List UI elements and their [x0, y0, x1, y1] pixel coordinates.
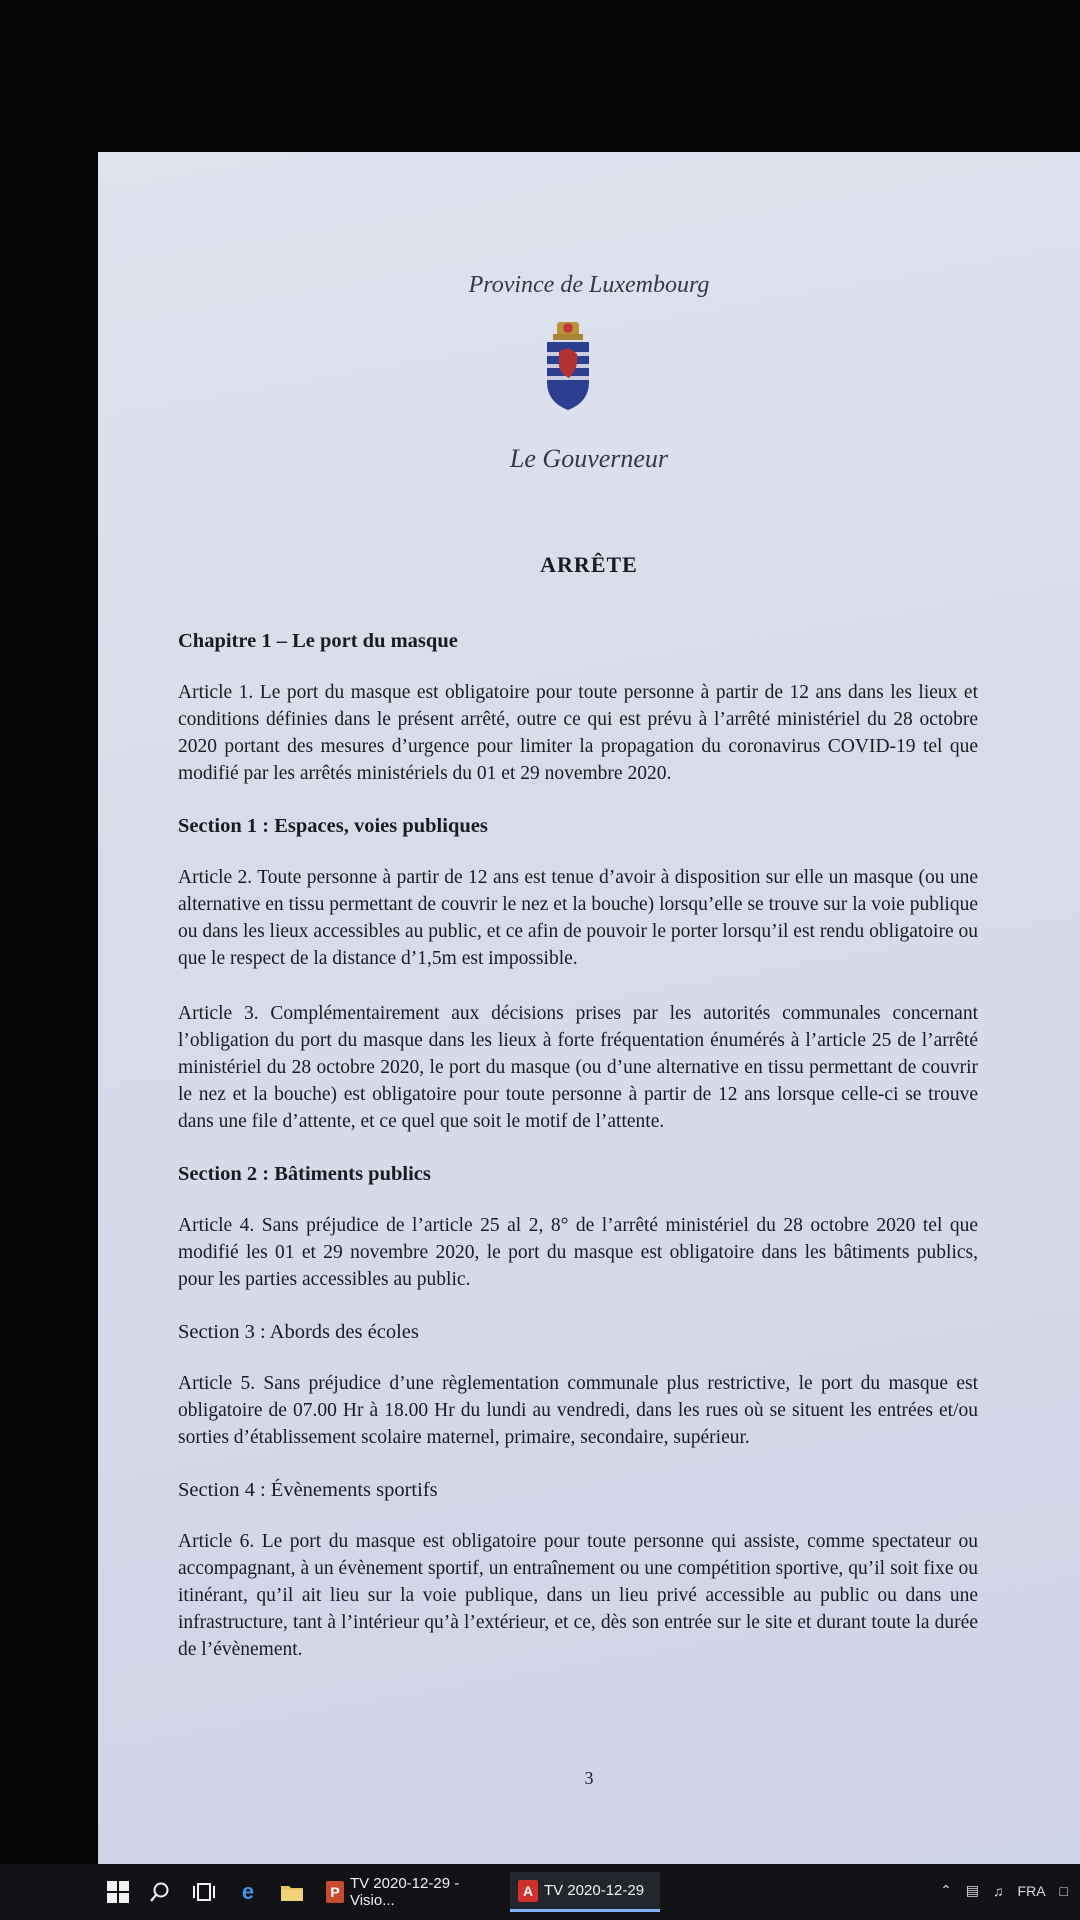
system-tray — [940, 1882, 1068, 1899]
language-indicator[interactable]: FRA — [1017, 1882, 1046, 1899]
taskbar-app-pdf[interactable] — [510, 1872, 660, 1912]
taskbar — [0, 1864, 1080, 1920]
file-explorer-icon[interactable] — [278, 1878, 306, 1906]
chevron-up-icon[interactable]: ⌃ — [940, 1882, 952, 1898]
volume-icon[interactable]: ♫ — [993, 1882, 1004, 1899]
network-icon[interactable]: ▤ — [965, 1882, 980, 1898]
section-4-heading: Section 4 : Évènements sportifs — [178, 1479, 438, 1501]
governor-heading: Le Gouverneur — [509, 444, 669, 473]
notification-icon[interactable]: □ — [1059, 1882, 1068, 1899]
document-page — [98, 152, 1080, 1864]
article-1 — [178, 679, 978, 787]
article-text: Complémentairement aux décisions prises par les autorités communales concernant l’obligation du port du masque dans les lieux à forte fréquentation énumérés à l’article 25 de l’arrêté ministériel du 28 octobre 2020, le port du masque (ou d’une alternative en tissu permettant de couvrir le nez et la bouche) est obligatoire pour toute personne à partir de 12 ans lorsque celle-ci se trouve dans une file d’attente, et ce quel que soit le motif de l’attente. — [178, 1003, 978, 1132]
task-view-icon[interactable] — [190, 1878, 218, 1906]
search-icon[interactable] — [146, 1878, 174, 1906]
article-label: Article 3. — [178, 1003, 259, 1024]
article-3 — [178, 1000, 978, 1135]
taskbar-app-label: TV 2020-12-29 - Visio... — [349, 1875, 460, 1909]
article-5 — [178, 1370, 978, 1451]
page-number: 3 — [584, 1768, 594, 1788]
windows-icon[interactable] — [104, 1878, 132, 1906]
article-label: Article 2. — [178, 867, 253, 888]
chapter-heading: Chapitre 1 – Le port du masque — [178, 630, 458, 652]
section-2-heading: Section 2 : Bâtiments publics — [178, 1163, 431, 1185]
taskbar-app-visio[interactable] — [318, 1872, 500, 1912]
article-label: Article 4. — [178, 1215, 255, 1236]
province-heading: Province de Luxembourg — [468, 272, 710, 298]
article-text: Sans préjudice de l’article 25 al 2, 8° de l’arrêté ministériel du 28 octobre 2020 tel que modifié les 01 et 29 novembre 2020, le port du masque est obligatoire dans les bâtiments publics, pour les parties accessibles au public. — [178, 1215, 979, 1290]
section-1-heading: Section 1 : Espaces, voies publiques — [178, 815, 488, 837]
article-label: Article 1. — [178, 682, 254, 703]
pdf-icon: A — [518, 1880, 538, 1902]
article-4 — [178, 1212, 978, 1293]
article-2 — [178, 864, 978, 972]
article-label: Article 6. — [178, 1531, 255, 1552]
taskbar-app-label: TV 2020-12-29 — [544, 1882, 645, 1899]
article-6 — [178, 1528, 978, 1663]
article-text: Sans préjudice d’une règlementation communale plus restrictive, le port du masque est obligatoire de 07.00 Hr à 18.00 Hr du lundi au vendredi, dans les rues où se situent les entrées et/ou sorties d’établissement scolaire maternel, primaire, secondaire, supérieur. — [178, 1373, 979, 1448]
article-label: Article 5. — [178, 1373, 256, 1394]
document-body — [178, 630, 978, 1691]
section-3-heading: Section 3 : Abords des écoles — [178, 1321, 419, 1343]
powerpoint-icon: P — [326, 1881, 344, 1903]
article-text: Toute personne à partir de 12 ans est tenue d’avoir à disposition sur elle un masque (ou une alternative en tissu permettant de couvrir le nez et la bouche) lorsqu’elle se trouve sur la voie publique ou dans les lieux accessibles au public, et ce afin de pouvoir le porter lorsqu’il est rendu obligatoire ou que le respect de la distance d’1,5m est impossible. — [178, 867, 978, 969]
document-title: ARRÊTE — [540, 552, 638, 577]
edge-icon[interactable]: e — [241, 1879, 255, 1904]
article-text: Le port du masque est obligatoire pour toute personne à partir de 12 ans dans les lieux et conditions définies dans le présent arrêté, outre ce qui est prévu à l’arrêté ministériel du 28 octobre 2020 portant des mesures d’urgence pour limiter la propagation du coronavirus COVID-19 tel que modifié par les arrêtés ministériels du 01 et 29 novembre 2020. — [178, 682, 979, 784]
coat-of-arms-icon — [543, 322, 593, 410]
article-text: Le port du masque est obligatoire pour toute personne qui assiste, comme spectateur ou accompagnant, à un évènement sportif, un entraînement ou une compétition sportive, qu’il soit fixe ou itinérant, qu’il ait lieu sur la voie publique, dans un lieu privé accessible au public ou dans une infrastructure, tant à l’intérieur qu’à l’extérieur, et ce, dès son entrée sur le site et durant toute la durée de l’évènement. — [178, 1531, 979, 1660]
